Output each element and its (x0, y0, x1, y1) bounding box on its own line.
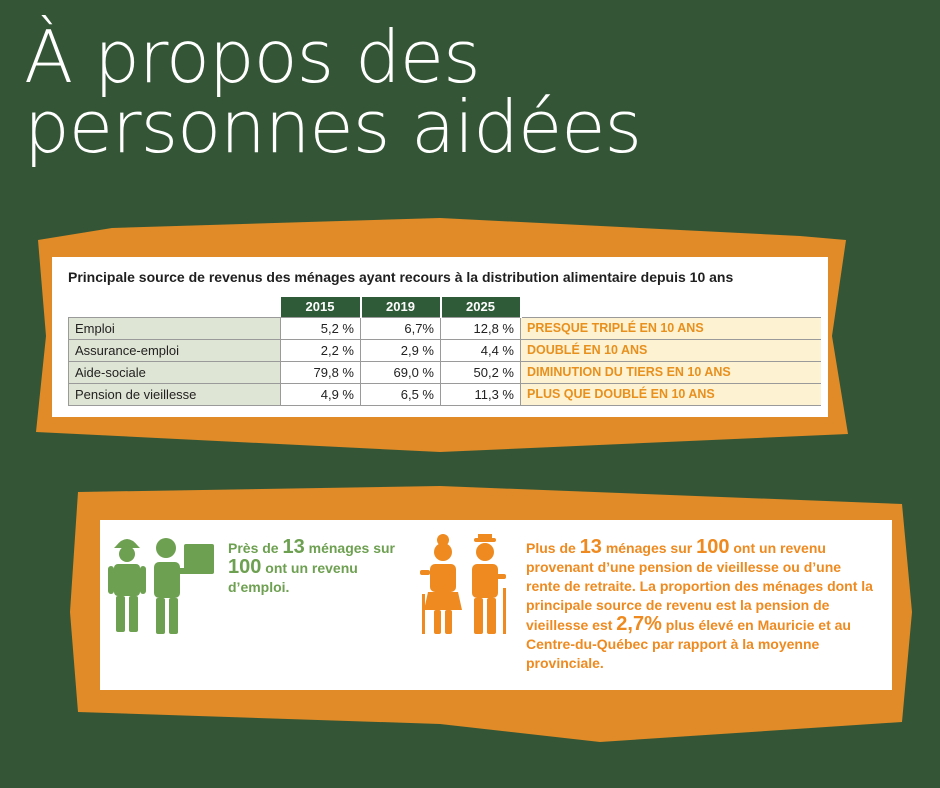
table-panel (52, 257, 828, 417)
fact-number: 100 (228, 556, 262, 578)
row-value: 12,8 % (441, 317, 521, 339)
income-source-table (68, 297, 821, 406)
row-value: 11,3 % (441, 383, 521, 405)
fact-text: ménages sur (601, 540, 697, 556)
table-header-year: 2015 (281, 297, 361, 317)
table-header-blank (69, 297, 281, 317)
table-header-year: 2025 (441, 297, 521, 317)
employment-fact (228, 538, 398, 597)
row-note: PLUS QUE DOUBLÉ EN 10 ANS (521, 383, 821, 405)
table-row (69, 339, 821, 361)
elderly-icons (416, 534, 516, 638)
row-label: Emploi (69, 317, 281, 339)
title-line-2: personnes aidées (24, 85, 642, 169)
facts-panel (100, 520, 892, 690)
row-note: DOUBLÉ EN 10 ANS (521, 339, 821, 361)
table-title: Principale source de revenus des ménages ayant recours à la distribution alimentaire depuis 10 ans (68, 269, 734, 285)
row-value: 6,5 % (361, 383, 441, 405)
table-row (69, 361, 821, 383)
table-row (69, 317, 821, 339)
worker-icons (108, 534, 218, 638)
elderly-woman-icon (420, 534, 462, 634)
fact-text: ont un revenu d’emploi. (228, 560, 358, 595)
row-value: 69,0 % (361, 361, 441, 383)
pension-fact (526, 538, 878, 673)
worker-icon (108, 539, 146, 632)
row-value: 5,2 % (281, 317, 361, 339)
row-label: Aide-sociale (69, 361, 281, 383)
table-row (69, 383, 821, 405)
fact-number: 13 (579, 536, 602, 558)
fact-text: ont un revenu provenant d’une pension de vieillesse ou d’une rente de retraite. La proportion des ménages dont la principale source de revenu est la pension de vieillesse est (526, 540, 873, 633)
table-header-row (69, 297, 821, 317)
fact-text: Près de (228, 540, 283, 556)
row-value: 6,7% (361, 317, 441, 339)
title-line-1: À propos des (24, 15, 480, 99)
row-label: Assurance-emploi (69, 339, 281, 361)
row-value: 79,8 % (281, 361, 361, 383)
fact-text: Plus de (526, 540, 580, 556)
fact-text: plus élevé en Mauricie et au Centre-du-Québec par rapport à la moyenne provinciale. (526, 617, 851, 671)
row-value: 2,2 % (281, 339, 361, 361)
elderly-man-icon (472, 534, 506, 634)
row-label: Pension de vieillesse (69, 383, 281, 405)
fact-number: 13 (282, 536, 305, 558)
row-note: PRESQUE TRIPLÉ EN 10 ANS (521, 317, 821, 339)
fact-number: 100 (696, 536, 730, 558)
row-note: DIMINUTION DU TIERS EN 10 ANS (521, 361, 821, 383)
table-header-blank (521, 297, 821, 317)
fact-text: ménages sur (304, 540, 395, 556)
row-value: 4,9 % (281, 383, 361, 405)
row-value: 2,9 % (361, 339, 441, 361)
table-header-year: 2019 (361, 297, 441, 317)
row-value: 50,2 % (441, 361, 521, 383)
delivery-person-icon (154, 538, 214, 634)
fact-number: 2,7% (616, 613, 662, 635)
row-value: 4,4 % (441, 339, 521, 361)
